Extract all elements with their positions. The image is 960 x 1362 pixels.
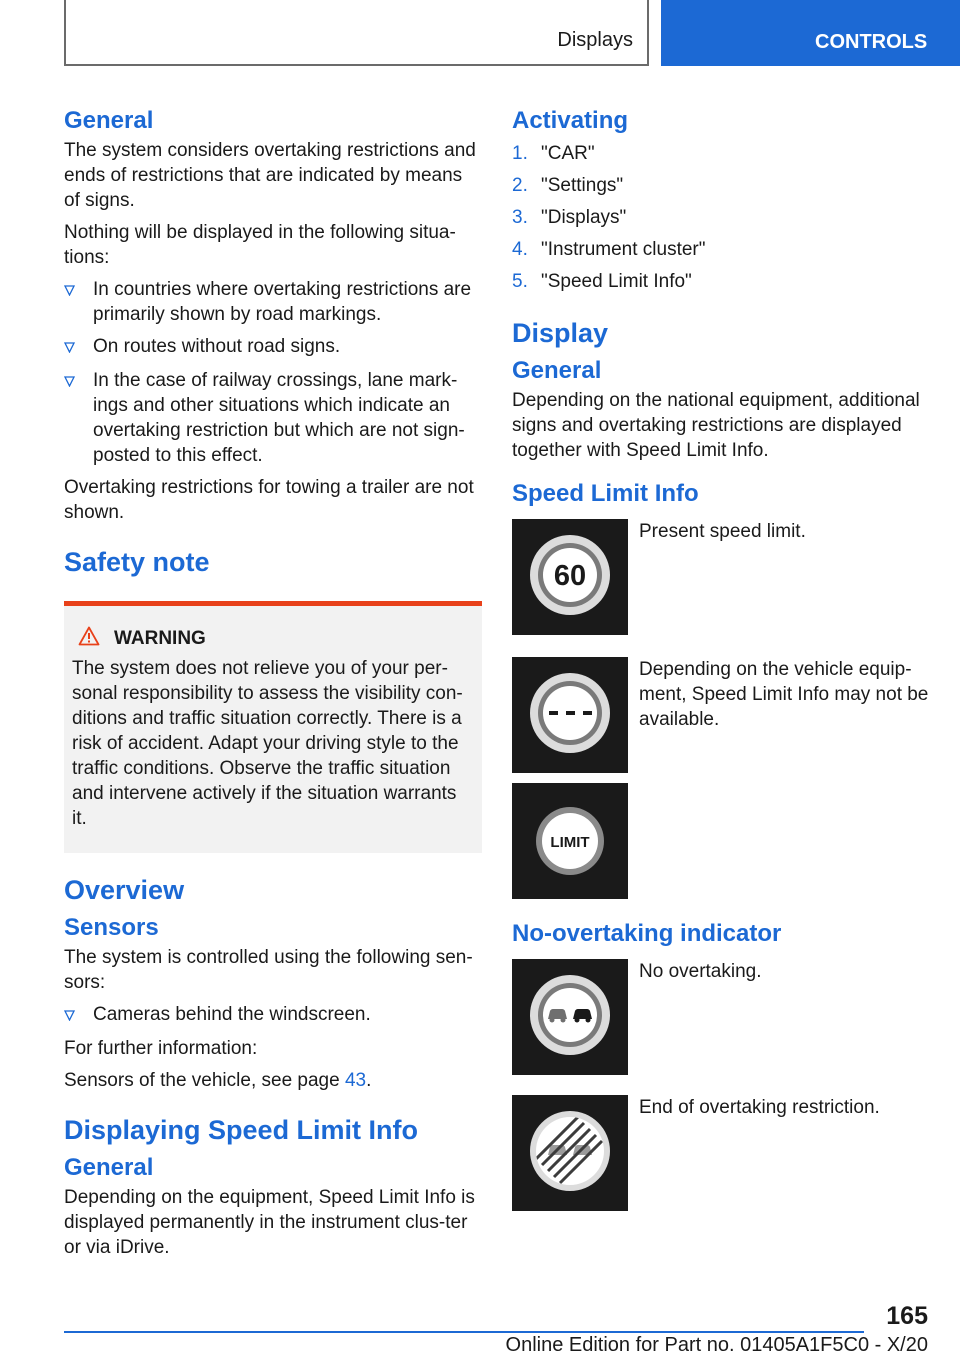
triangle-bullet-icon <box>64 368 93 468</box>
speed-limit-60-sign-icon <box>512 519 628 635</box>
step-number: 3. <box>512 207 528 228</box>
activating-heading: Activating <box>512 107 629 134</box>
step-number: 4. <box>512 239 528 260</box>
left-column <box>64 100 482 1267</box>
sign-60-value: 60 <box>553 560 587 592</box>
safety-note-heading: Safety note <box>64 547 210 577</box>
triangle-bullet-icon <box>64 277 93 327</box>
warning-box <box>64 601 482 853</box>
step-text: "Settings" <box>541 175 624 196</box>
displaying-heading: Displaying Speed Limit Info <box>64 1115 419 1145</box>
sign-row <box>512 519 932 635</box>
display-heading: Display <box>512 318 609 348</box>
further-info-text: For further information: <box>64 1038 258 1059</box>
speed-limit-unavailable-sign-icon <box>512 657 628 773</box>
triangle-bullet-icon <box>64 334 93 361</box>
sign-dash-description: Depending on the vehicle equip-ment, Speed Limit Info may not be available. <box>639 659 929 730</box>
chapter-title: CONTROLS <box>815 31 928 53</box>
step-number: 1. <box>512 143 528 164</box>
step-item <box>512 170 932 202</box>
step-text: "Instrument cluster" <box>541 239 706 260</box>
step-item <box>512 202 932 234</box>
limit-sign-icon <box>512 783 628 899</box>
list-item <box>64 277 482 327</box>
speed-limit-info-heading: Speed Limit Info <box>512 480 699 507</box>
step-item <box>512 266 932 298</box>
step-item <box>512 234 932 266</box>
sensors-paragraph: The system is controlled using the following sen-sors: <box>64 947 473 993</box>
warning-title <box>72 626 474 652</box>
displaying-paragraph: Depending on the equipment, Speed Limit Info is displayed permanently in the instrument clus-ter or via iDrive. <box>64 1187 475 1258</box>
list-item <box>64 368 482 468</box>
list-item <box>64 334 482 361</box>
bullet-text: In the case of railway crossings, lane mark-ings and other situations which indicate an overtaking restriction but which are not sign-posted to this effect. <box>93 370 465 466</box>
step-text: "CAR" <box>541 143 595 164</box>
warning-label: WARNING <box>114 628 206 649</box>
limit-sign-label: LIMIT <box>550 834 590 851</box>
displaying-general-heading: General <box>64 1154 154 1181</box>
page-reference-suffix: . <box>366 1070 372 1091</box>
general-paragraph-1: The system considers overtaking restrictions and ends of restrictions that are indicated by means of signs. <box>64 140 476 211</box>
display-general-heading: General <box>512 357 602 384</box>
end-overtaking-description: End of overtaking restriction. <box>639 1097 880 1118</box>
sign-row <box>512 959 932 1075</box>
page-number: 165 <box>886 1302 928 1330</box>
general-paragraph-3: Overtaking restrictions for towing a trailer are not shown. <box>64 477 474 523</box>
no-overtaking-description: No overtaking. <box>639 961 762 982</box>
no-overtaking-sign-icon <box>512 959 628 1075</box>
sign-row <box>512 783 932 899</box>
triangle-bullet-icon <box>64 1002 93 1029</box>
list-item <box>64 1002 482 1029</box>
right-column <box>512 100 932 1223</box>
step-item <box>512 138 932 170</box>
step-number: 2. <box>512 175 528 196</box>
no-overtaking-heading: No-overtaking indicator <box>512 920 782 947</box>
warning-text: The system does not relieve you of your per-sonal responsibility to assess the visibility con-ditions and traffic situation correctly. There is a risk of accident. Adapt your driving style to the traffic conditions. Observe the traffic situation and intervene actively if the situation warrants it. <box>72 658 463 829</box>
section-title: Displays <box>557 29 633 51</box>
overview-heading: Overview <box>64 875 185 905</box>
sensors-heading: Sensors <box>64 914 159 941</box>
step-text: "Displays" <box>541 207 627 228</box>
bullet-text: On routes without road signs. <box>93 336 341 357</box>
edition-text: Online Edition for Part no. 01405A1F5C0 - X/20 <box>505 1334 928 1356</box>
general-paragraph-2: Nothing will be displayed in the following situa-tions: <box>64 222 456 268</box>
header-section-box <box>64 0 649 66</box>
sign-60-description: Present speed limit. <box>639 521 806 542</box>
bullet-text: Cameras behind the windscreen. <box>93 1004 371 1025</box>
page-reference-text: Sensors of the vehicle, see page <box>64 1070 345 1091</box>
display-general-paragraph: Depending on the national equipment, additional signs and overtaking restrictions are displayed together with Speed Limit Info. <box>512 390 920 461</box>
step-number: 5. <box>512 271 528 292</box>
page-reference <box>64 1068 482 1093</box>
end-overtaking-restriction-sign-icon <box>512 1095 628 1211</box>
warning-triangle-icon <box>72 626 114 652</box>
step-text: "Speed Limit Info" <box>541 271 692 292</box>
bullet-text: In countries where overtaking restrictions are primarily shown by road markings. <box>93 279 472 325</box>
general-heading: General <box>64 107 154 134</box>
footer-divider <box>64 1331 864 1333</box>
page-link[interactable]: 43 <box>344 1070 367 1091</box>
header-chapter-box <box>661 0 960 66</box>
sign-row <box>512 657 932 773</box>
sign-row <box>512 1095 932 1211</box>
